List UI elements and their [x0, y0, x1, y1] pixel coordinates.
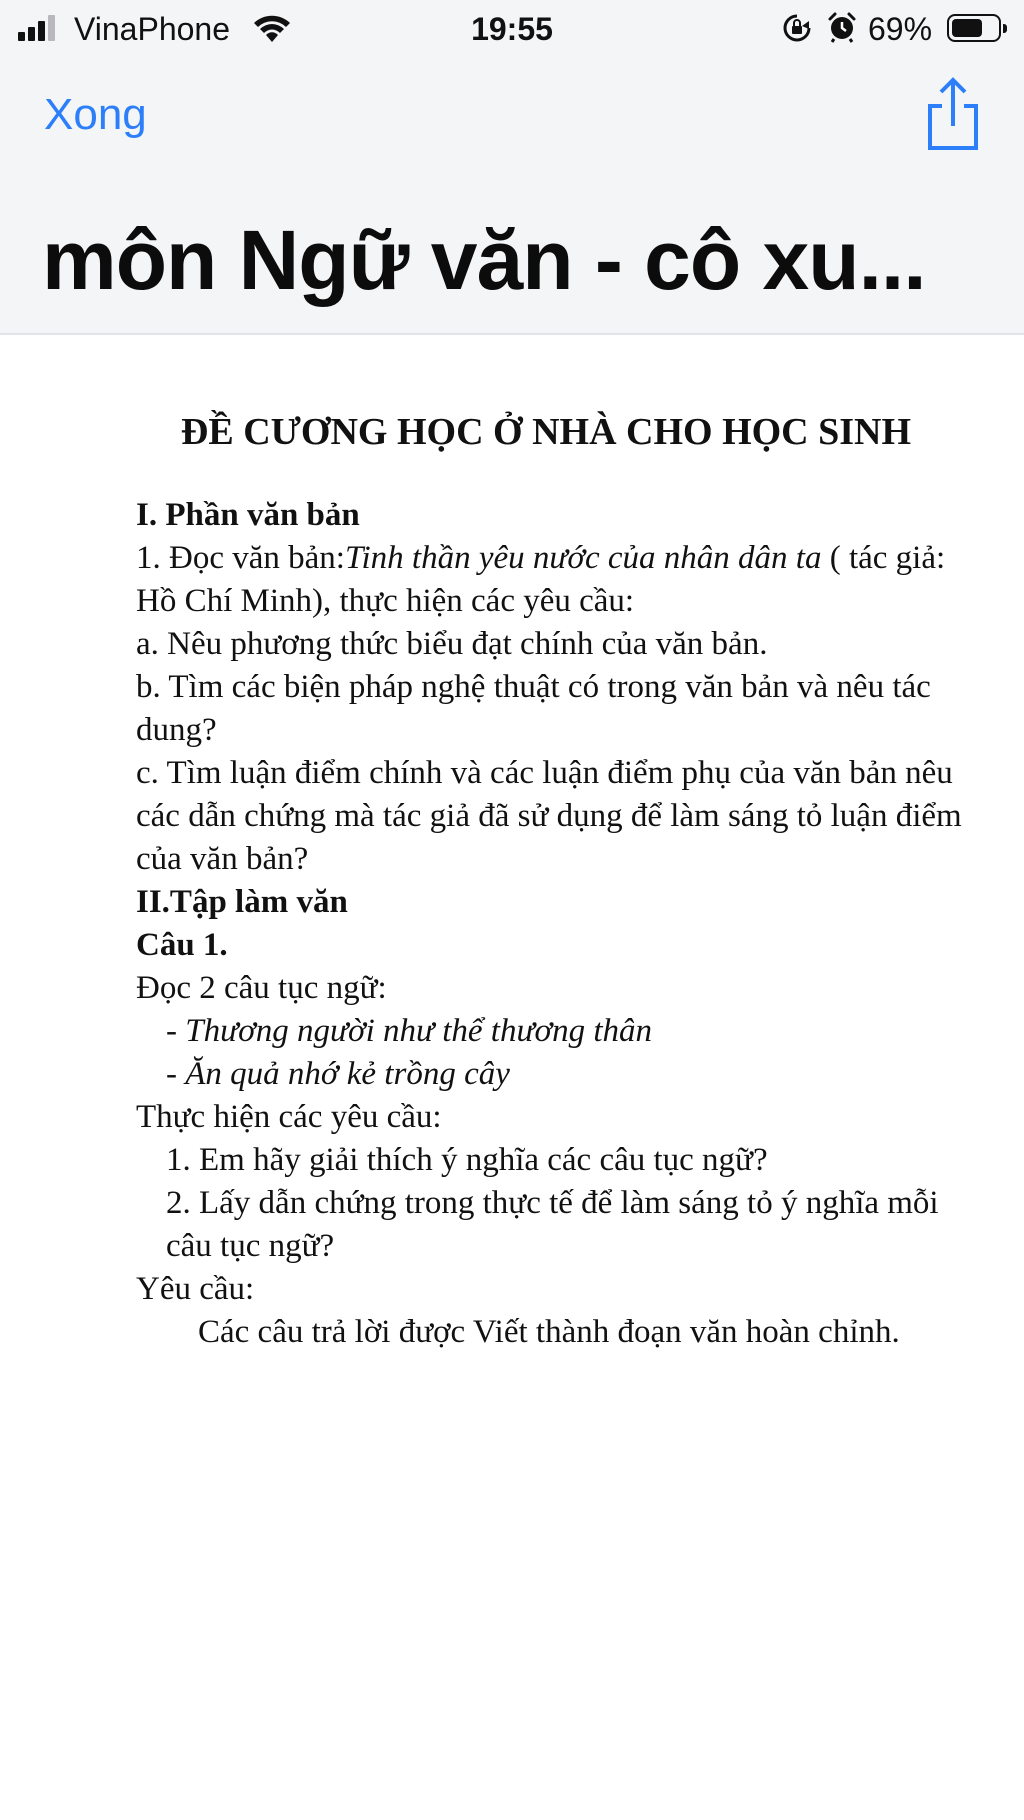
question-title: Câu 1.: [136, 927, 228, 963]
status-time: 19:55: [471, 11, 553, 47]
share-icon[interactable]: [924, 76, 982, 152]
requirement-text: Các câu trả lời được Viết thành đoạn văn hoàn chỉnh.: [198, 1314, 900, 1350]
reading-task-prefix: 1. Đọc văn bản:: [136, 540, 345, 576]
tasks-intro: Thực hiện các yêu cầu:: [136, 1099, 442, 1135]
document-title: môn Ngữ văn - cô xu...: [42, 213, 926, 307]
document-page[interactable]: [0, 335, 1024, 1820]
alarm-clock-icon: [826, 11, 858, 43]
battery-nub: [1003, 24, 1007, 33]
top-bar: [0, 0, 1024, 335]
status-bar: [0, 0, 1024, 58]
reading-task: [136, 537, 966, 623]
task-c: c. Tìm luận điểm chính và các luận điểm phụ của văn bản nêu các dẫn chứng mà tác giả đã sử dụng để làm sáng tỏ luận điểm của văn bản?: [136, 755, 962, 877]
proverb: - Thương người như thể thương thân: [166, 1013, 652, 1049]
writing-task: 2. Lấy dẫn chứng trong thực tế để làm sáng tỏ ý nghĩa mỗi câu tục ngữ?: [166, 1185, 939, 1264]
carrier-name: VinaPhone: [74, 11, 230, 47]
requirement-label: Yêu cầu:: [136, 1271, 255, 1307]
battery-icon: [947, 14, 1001, 42]
question-intro: Đọc 2 câu tục ngữ:: [136, 970, 387, 1006]
writing-task: 1. Em hãy giải thích ý nghĩa các câu tục ngữ?: [166, 1142, 768, 1178]
proverb: - Ăn quả nhớ kẻ trồng cây: [166, 1056, 510, 1092]
work-title: Tinh thần yêu nước của nhân dân ta: [344, 540, 822, 576]
section-title: II.Tập làm văn: [136, 884, 348, 920]
reading-task-suffix: ( tác giả: Hồ Chí Minh), thực hiện các yêu cầu:: [136, 540, 946, 619]
document-heading: ĐỀ CƯƠNG HỌC Ở NHÀ CHO HỌC SINH: [180, 411, 912, 453]
battery-percentage: 69%: [868, 11, 933, 47]
done-button[interactable]: Xong: [44, 90, 147, 139]
document-content: [136, 410, 966, 1354]
task-b: b. Tìm các biện pháp nghệ thuật có trong văn bản và nêu tác dung?: [136, 669, 931, 748]
task-a: a. Nêu phương thức biểu đạt chính của văn bản.: [136, 626, 768, 662]
battery-level-fill: [952, 19, 982, 37]
rotation-lock-icon: [782, 13, 812, 43]
section-title: I. Phần văn bản: [136, 497, 360, 533]
